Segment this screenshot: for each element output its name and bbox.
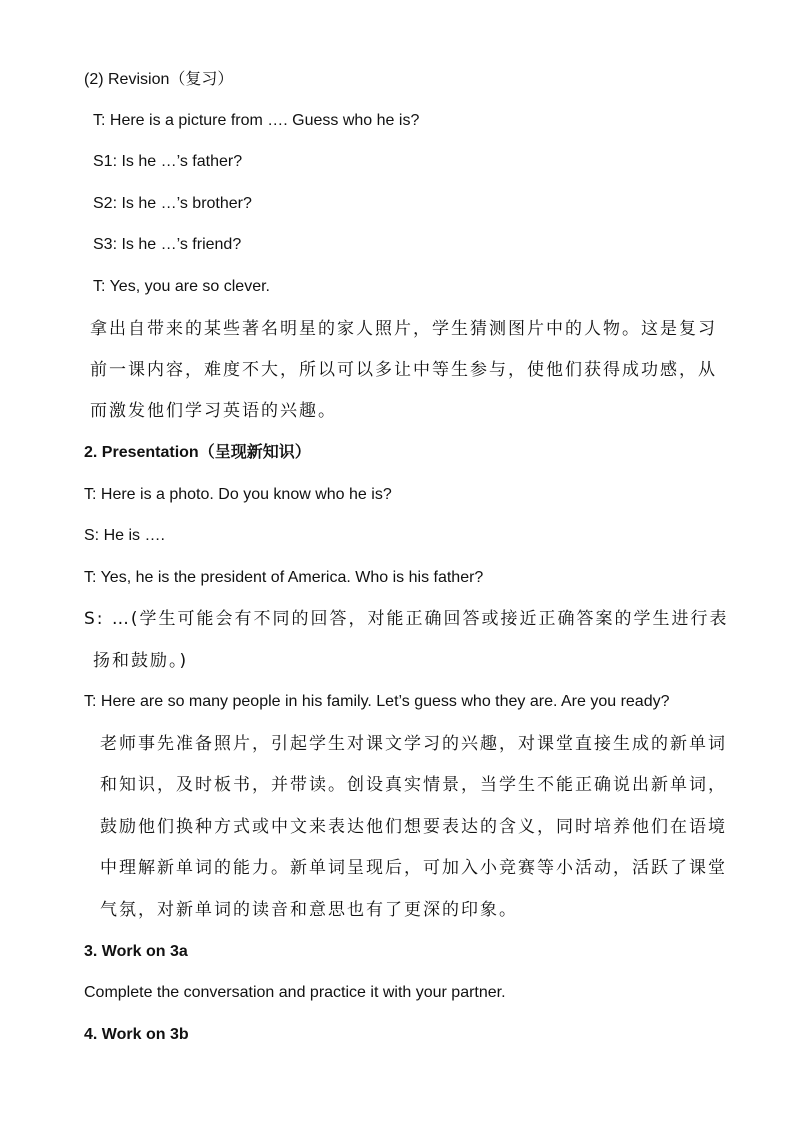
presentation-line: T: Here is a photo. Do you know who he is? xyxy=(84,486,392,503)
presentation-note-line: 气氛，对新单词的读音和意思也有了更深的印象。 xyxy=(100,900,518,920)
presentation-line: T: Yes, he is the president of America. Who is his father? xyxy=(84,569,484,586)
work-3a-heading: 3. Work on 3a xyxy=(84,943,188,960)
presentation-note-line: 和知识，及时板书，并带读。创设真实情景，当学生不能正确说出新单词， xyxy=(100,775,727,795)
presentation-line: 扬和鼓励。) xyxy=(93,651,189,671)
work-3b-heading: 4. Work on 3b xyxy=(84,1026,189,1043)
presentation-line: S: …(学生可能会有不同的回答，对能正确回答或接近正确答案的学生进行表 xyxy=(84,609,729,629)
revision-dialogue-line: S3: Is he …’s friend? xyxy=(93,236,242,253)
presentation-line: S: He is …. xyxy=(84,527,165,544)
revision-heading: (2) Revision（复习） xyxy=(84,71,234,88)
presentation-heading: 2. Presentation（呈现新知识） xyxy=(84,444,311,461)
work-3a-text: Complete the conversation and practice it with your partner. xyxy=(84,984,506,1001)
revision-note-line: 拿出自带来的某些著名明星的家人照片，学生猜测图片中的人物。这是复习 xyxy=(90,319,717,339)
revision-dialogue-line: S2: Is he …’s brother? xyxy=(93,195,252,212)
presentation-note-line: 中理解新单词的能力。新单词呈现后，可加入小竞赛等小活动，活跃了课堂 xyxy=(100,858,727,878)
revision-note-line: 而激发他们学习英语的兴趣。 xyxy=(90,401,337,421)
revision-dialogue-line: T: Here is a picture from …. Guess who he is? xyxy=(93,112,420,129)
revision-dialogue-line: T: Yes, you are so clever. xyxy=(93,278,270,295)
presentation-note-line: 老师事先准备照片，引起学生对课文学习的兴趣，对课堂直接生成的新单词 xyxy=(100,734,727,754)
presentation-note-line: 鼓励他们换种方式或中文来表达他们想要表达的含义，同时培养他们在语境 xyxy=(100,817,727,837)
presentation-line: T: Here are so many people in his family. Let’s guess who they are. Are you ready? xyxy=(84,693,670,710)
revision-dialogue-line: S1: Is he …’s father? xyxy=(93,153,243,170)
revision-note-line: 前一课内容，难度不大，所以可以多让中等生参与，使他们获得成功感，从 xyxy=(90,360,717,380)
